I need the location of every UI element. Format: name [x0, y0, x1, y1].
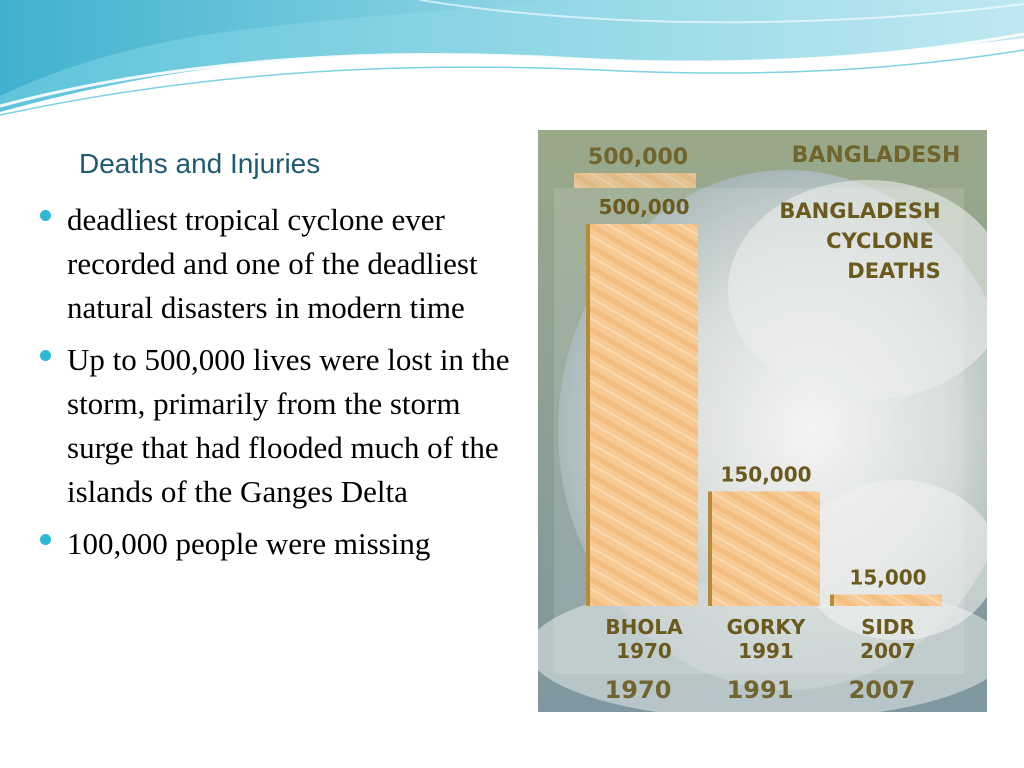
bullet-item — [40, 198, 530, 330]
chart-title-line: CYCLONE — [826, 229, 934, 253]
category-name-label: SIDR — [861, 615, 915, 639]
chart-title-line: DEATHS — [847, 259, 941, 283]
category-name-label: GORKY — [726, 615, 806, 639]
bullet-text: Up to 500,000 lives were lost in the storm, primarily from the storm surge that had flooded much of the islands of the Ganges Delta — [67, 342, 510, 509]
header-wave-decoration — [0, 0, 1024, 120]
ghost-bar — [574, 173, 696, 188]
category-year-label: 1991 — [738, 639, 794, 663]
bullet-dot-icon — [40, 210, 51, 221]
bullet-list — [40, 198, 530, 574]
value-label: 500,000 — [598, 195, 690, 219]
bullet-text: 100,000 people were missing — [67, 526, 431, 561]
chart-title-line: BANGLADESH — [779, 199, 941, 223]
value-label: 150,000 — [720, 462, 812, 487]
ghost-year-label: 1991 — [726, 676, 794, 704]
bullet-dot-icon — [40, 534, 51, 545]
ghost-title-label: BANGLADESH — [791, 143, 961, 168]
bar-bhola — [590, 224, 698, 606]
ghost-value-label: 500,000 — [587, 145, 689, 170]
bullet-text: deadliest tropical cyclone ever recorded and one of the deadliest natural disasters in modern time — [67, 202, 478, 325]
bullet-item — [40, 338, 530, 514]
bullet-item — [40, 522, 530, 566]
slide-subtitle: Deaths and Injuries — [79, 148, 321, 179]
bar-sidr — [834, 595, 942, 606]
bar-gorky — [712, 491, 820, 606]
value-label: 15,000 — [849, 565, 927, 590]
category-name-label: BHOLA — [605, 615, 683, 639]
cyclone-deaths-infographic — [538, 130, 987, 712]
category-year-label: 2007 — [860, 639, 916, 663]
category-year-label: 1970 — [616, 639, 672, 663]
bullet-dot-icon — [40, 350, 51, 361]
ghost-year-label: 1970 — [604, 676, 672, 704]
cyclone-deaths-chart — [538, 130, 987, 712]
bar-edge — [830, 595, 834, 606]
bar-edge — [586, 224, 590, 606]
bar-edge — [708, 491, 712, 606]
ghost-year-label: 2007 — [848, 676, 916, 704]
